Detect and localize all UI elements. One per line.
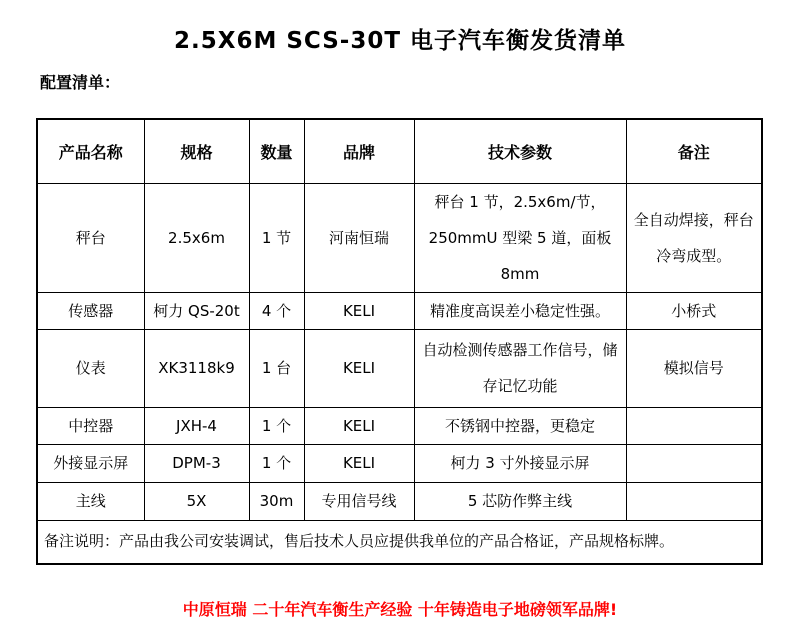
table-row (37, 329, 762, 407)
brand-slogan: 中原恒瑞 二十年汽车衡生产经验 十年铸造电子地磅领军品牌! (182, 599, 618, 619)
table-cell: 秤台 1 节，2.5x6m/节，250mmU 型梁 5 道，面板 8mm (414, 183, 626, 292)
table-cell: 不锈钢中控器，更稳定 (414, 407, 626, 444)
table-cell: 5X (144, 482, 249, 520)
table-row (37, 444, 762, 482)
table-cell: 30m (249, 482, 304, 520)
table-cell: 专用信号线 (304, 482, 414, 520)
table-cell: 河南恒瑞 (304, 183, 414, 292)
table-cell: KELI (304, 444, 414, 482)
table-cell: 模拟信号 (626, 329, 762, 407)
table-cell: 全自动焊接，秤台冷弯成型。 (626, 183, 762, 292)
table-cell: 1 个 (249, 444, 304, 482)
table-cell (626, 482, 762, 520)
header-cell-product-name: 产品名称 (37, 119, 144, 183)
table-cell: DPM-3 (144, 444, 249, 482)
remarks-note: 备注说明：产品由我公司安装调试，售后技术人员应提供我单位的产品合格证，产品规格标牌。 (37, 520, 762, 564)
table-cell: 外接显示屏 (37, 444, 144, 482)
page-title: 2.5X6M SCS-30T 电子汽车衡发货清单 (173, 28, 627, 54)
table-cell: 1 个 (249, 407, 304, 444)
table-cell: 传感器 (37, 292, 144, 329)
table-cell: 主线 (37, 482, 144, 520)
table-cell: 中控器 (37, 407, 144, 444)
header-cell-remarks: 备注 (626, 119, 762, 183)
table-cell: 仪表 (37, 329, 144, 407)
table-header (37, 119, 762, 183)
header-cell-spec: 规格 (144, 119, 249, 183)
shipping-list-table (36, 118, 763, 565)
table-cell: 4 个 (249, 292, 304, 329)
table-cell: 柯力 3 寸外接显示屏 (414, 444, 626, 482)
header-cell-brand: 品牌 (304, 119, 414, 183)
table-cell: JXH-4 (144, 407, 249, 444)
header-row (37, 119, 762, 183)
table-cell: 自动检测传感器工作信号，储存记忆功能 (414, 329, 626, 407)
table-cell: 5 芯防作弊主线 (414, 482, 626, 520)
table-cell: 1 节 (249, 183, 304, 292)
table-cell: 小桥式 (626, 292, 762, 329)
table-cell: 2.5x6m (144, 183, 249, 292)
table-cell (626, 407, 762, 444)
table-cell: 1 台 (249, 329, 304, 407)
table-cell (626, 444, 762, 482)
table-cell: KELI (304, 407, 414, 444)
table-cell: KELI (304, 292, 414, 329)
table-cell: 精准度高误差小稳定性强。 (414, 292, 626, 329)
table-cell: KELI (304, 329, 414, 407)
table-row (37, 482, 762, 520)
table-row (37, 407, 762, 444)
table-cell: 秤台 (37, 183, 144, 292)
table-row (37, 183, 762, 292)
table-cell: 柯力 QS-20t (144, 292, 249, 329)
table-row (37, 292, 762, 329)
table-body (37, 183, 762, 520)
header-cell-tech-params: 技术参数 (414, 119, 626, 183)
table-footer (37, 520, 762, 564)
remarks-row (37, 520, 762, 564)
table-cell: XK3118k9 (144, 329, 249, 407)
config-list-label: 配置清单： (40, 73, 121, 92)
header-cell-quantity: 数量 (249, 119, 304, 183)
